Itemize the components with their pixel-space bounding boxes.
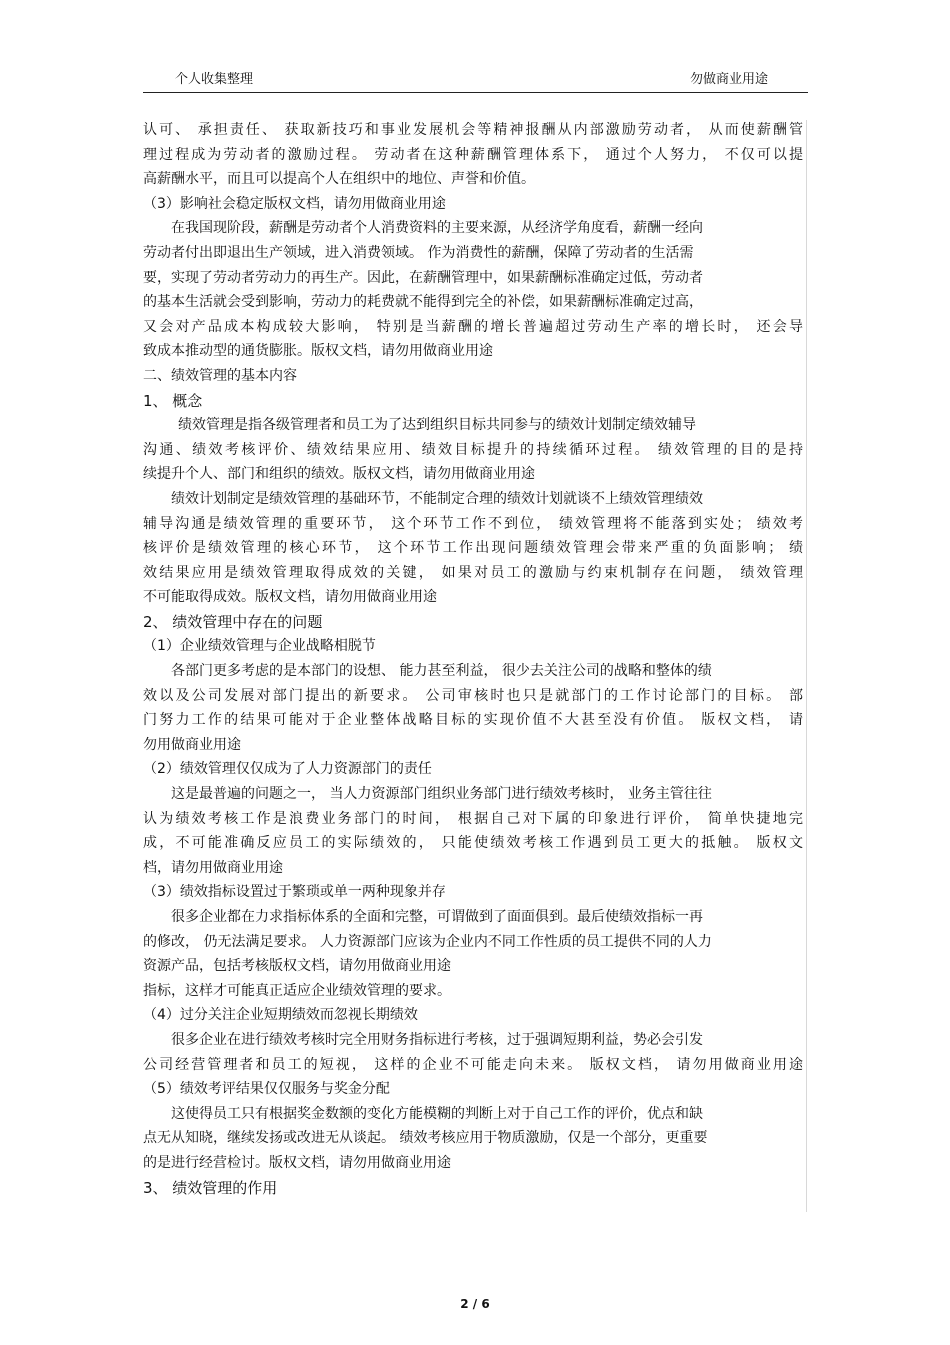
text-line: 点无从知晓，继续发扬或改进无从谈起。 绩效考核应用于物质激励，仅是一个部分，更重要 [143, 1130, 708, 1147]
text-line: 又会对产品成本构成较大影响， 特别是当薪酬的增长普遍超过劳动生产率的增长时， 还会导 [143, 318, 803, 335]
text-line: （2）绩效管理仅仅成为了人力资源部门的责任 [143, 761, 432, 778]
text-line: 要，实现了劳动者劳动力的再生产。因此，在薪酬管理中，如果薪酬标准确定过低，劳动者 [143, 269, 703, 286]
text-line: 的基本生活就会受到影响，劳动力的耗费就不能得到完全的补偿，如果薪酬标准确定过高， [143, 294, 703, 311]
text-line: 认可、 承担责任、 获取新技巧和事业发展机会等精神报酬从内部激励劳动者， 从而使薪酬管 [143, 122, 803, 138]
page-header [143, 66, 808, 93]
header-left-text: 个人收集整理 [175, 72, 254, 87]
text-line: 2、 绩效管理中存在的问题 [143, 612, 323, 631]
text-line: 绩效计划制定是绩效管理的基础环节，不能制定合理的绩效计划就谈不上绩效管理绩效 [171, 490, 703, 507]
text-line: 认为绩效考核工作是浪费业务部门的时间， 根据自己对下属的印象进行评价， 简单快捷地完 [143, 810, 803, 827]
text-line: 核评价是绩效管理的核心环节， 这个环节工作出现问题绩效管理会带来严重的负面影响； 绩 [143, 540, 803, 557]
text-line: 勿用做商业用途 [143, 736, 241, 753]
text-line: 的是进行经营检讨。版权文档，请勿用做商业用途 [143, 1154, 451, 1171]
right-margin-rule [806, 120, 807, 1212]
document-body [143, 118, 803, 1200]
text-line: 劳动者付出即退出生产领域，进入消费领域。 作为消费性的薪酬，保障了劳动者的生活需 [143, 244, 694, 261]
text-line: （3）影响社会稳定版权文档，请勿用做商业用途 [143, 195, 446, 212]
text-line: 在我国现阶段，薪酬是劳动者个人消费资料的主要来源，从经济学角度看，薪酬一经向 [171, 220, 703, 237]
text-line: 3、 绩效管理的作用 [143, 1178, 278, 1197]
header-right-text: 勿做商业用途 [689, 72, 768, 87]
text-line: 的修改， 仍无法满足要求。 人力资源部门应该为企业内不同工作性质的员工提供不同的人力 [143, 933, 712, 950]
text-line: 续提升个人、部门和组织的绩效。版权文档，请勿用做商业用途 [143, 466, 535, 483]
text-line: 各部门更多考虑的是本部门的设想、 能力甚至利益， 很少去关注公司的战略和整体的绩 [171, 663, 712, 680]
text-line: 不可能取得成效。版权文档，请勿用做商业用途 [143, 589, 437, 606]
text-line: 这是最普遍的问题之一， 当人力资源部门组织业务部门进行绩效考核时， 业务主管往往 [171, 786, 712, 803]
text-line: 绩效管理是指各级管理者和员工为了达到组织目标共同参与的绩效计划制定绩效辅导 [178, 417, 696, 434]
text-line: （1）企业绩效管理与企业战略相脱节 [143, 638, 376, 655]
text-line: 沟通、绩效考核评价、绩效结果应用、绩效目标提升的持续循环过程。 绩效管理的目的是持 [143, 441, 803, 458]
text-line: 资源产品，包括考核版权文档，请勿用做商业用途 [143, 958, 451, 975]
text-line: 效以及公司发展对部门提出的新要求。 公司审核时也只是就部门的工作讨论部门的目标。 部 [143, 687, 803, 704]
text-line: 1、 概念 [143, 391, 203, 410]
text-line: 很多企业都在力求指标体系的全面和完整，可谓做到了面面俱到。最后使绩效指标一再 [171, 909, 703, 925]
page-number: 2 / 6 [460, 1297, 490, 1311]
text-line: 致成本推动型的通货膨胀。版权文档，请勿用做商业用途 [143, 343, 493, 360]
text-line: 二、绩效管理的基本内容 [143, 367, 297, 384]
text-line: 门努力工作的结果可能对于企业整体战略目标的实现价值不大甚至没有价值。 版权文档， 请 [143, 712, 803, 729]
text-line: 档，请勿用做商业用途 [143, 859, 283, 876]
text-line: 公司经营管理者和员工的短视， 这样的企业不可能走向未来。 版权文档， 请勿用做商业用途 [143, 1056, 803, 1073]
text-line: 指标，这样才可能真正适应企业绩效管理的要求。 [143, 982, 451, 999]
text-line: 效结果应用是绩效管理取得成效的关键， 如果对员工的激励与约束机制存在问题， 绩效管理 [143, 564, 803, 581]
text-line: （3）绩效指标设置过于繁琐或单一两种现象并存 [143, 884, 446, 901]
text-line: 成，不可能准确反应员工的实际绩效的， 只能使绩效考核工作遇到员工更大的抵触。 版权文 [143, 835, 803, 852]
text-line: 理过程成为劳动者的激励过程。 劳动者在这种薪酬管理体系下， 通过个人努力， 不仅可以提 [143, 146, 803, 163]
text-line: 这使得员工只有根据奖金数额的变化方能模糊的判断上对于自己工作的评价，优点和缺 [171, 1105, 703, 1122]
text-line: （4）过分关注企业短期绩效而忽视长期绩效 [143, 1007, 418, 1024]
text-line: 高薪酬水平，而且可以提高个人在组织中的地位、声誉和价值。 [143, 171, 535, 188]
text-line: 很多企业在进行绩效考核时完全用财务指标进行考核，过于强调短期利益，势必会引发 [171, 1031, 703, 1048]
text-line: （5）绩效考评结果仅仅服务与奖金分配 [143, 1081, 390, 1098]
text-line: 辅导沟通是绩效管理的重要环节， 这个环节工作不到位， 绩效管理将不能落到实处； 绩效考 [143, 515, 803, 532]
